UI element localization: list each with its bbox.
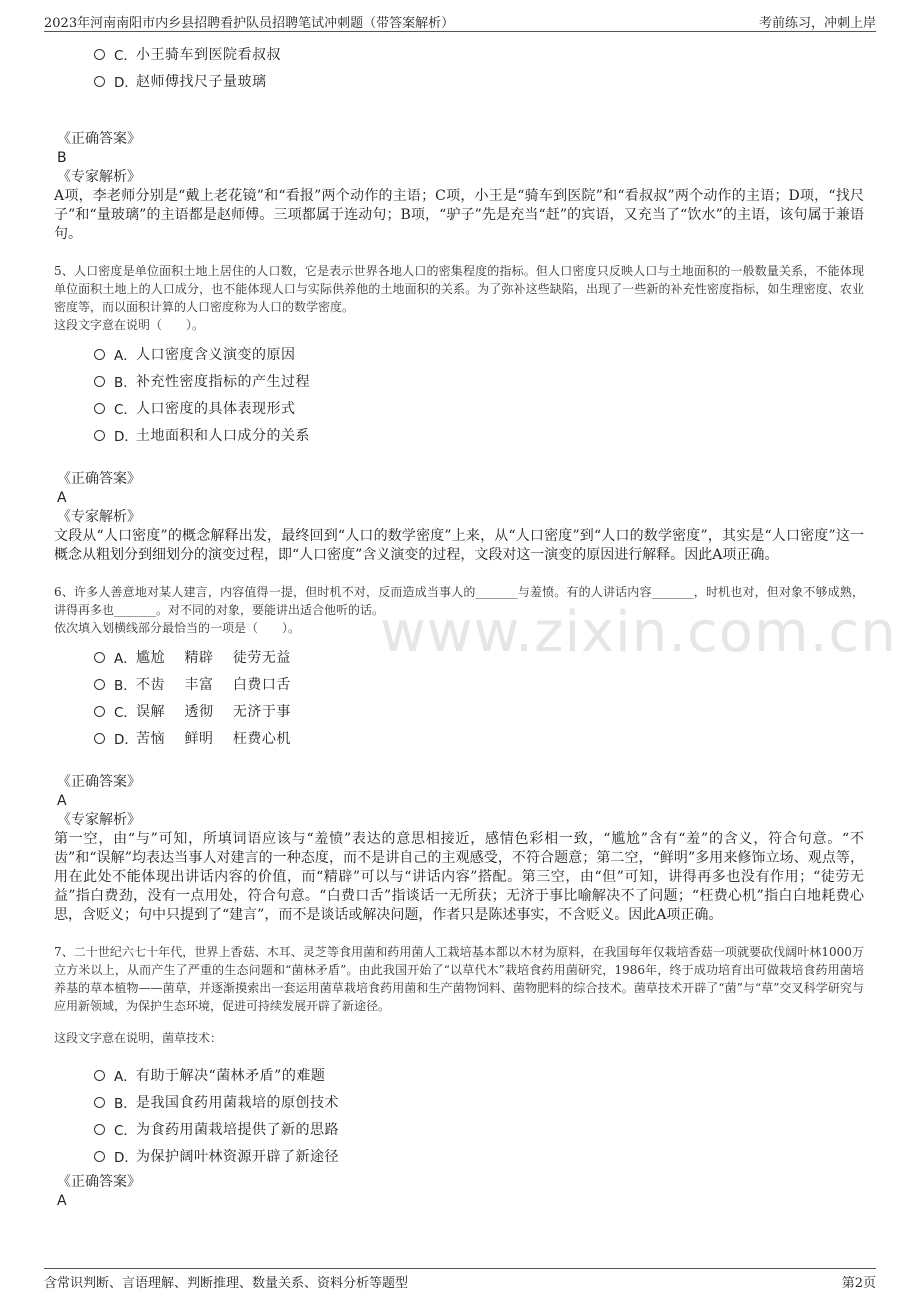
q6-prompt: 依次填入划横线部分最恰当的一项是（ ）。 xyxy=(54,621,301,635)
option-text: 苦恼 鲜明 枉费心机 xyxy=(136,730,291,747)
option-letter: C． xyxy=(114,704,137,721)
radio-icon[interactable] xyxy=(94,376,105,387)
q6-analysis-label: 《专家解析》 xyxy=(57,812,141,828)
radio-icon[interactable] xyxy=(94,706,105,717)
q6-analysis: 第一空，由“与”可知，所填词语应该与“羞愤”表达的意思相接近，感情色彩相一致，“尴尬”含有“羞”的含义，符合句意。“不齿”和“误解”均表达当事人对建言的一种态度，而不是讲自己的主观感受，不符合题意；第二空，“鲜明”多用来修饰立场、观点等，用在此处不能体现出讲话内容的价值，而“精辟”可以与“讲话内容”搭配。第三空，由“但”可知，讲得再多也没有作用；“徒劳无益”指白费劲，没有一点用处，符合句意。“白费口舌”指谈话一无所获；无济于事比喻解决不了问题；“枉费心机”指白白地耗费心思，含贬义；句中只提到了“建言”，而不是谈话或解决问题，作者只是陈述事实，不含贬义。因此A项正确。 xyxy=(54,831,864,923)
q5-option-a[interactable] xyxy=(94,340,864,367)
radio-icon[interactable] xyxy=(94,1097,105,1108)
option-text: 为保护阔叶林资源开辟了新途径 xyxy=(136,1148,339,1165)
q6-option-b[interactable] xyxy=(94,670,864,697)
q5-analysis: 文段从“人口密度”的概念解释出发，最终回到“人口的数学密度”上来，从“人口密度”到“人口的数学密度”，其实是“人口密度”这一概念从粗划分到细划分的演变过程，即“人口密度”含义演变的过程，文段对这一演变的原因进行解释。因此A项正确。 xyxy=(54,528,864,563)
q7-answer: A xyxy=(57,1193,67,1209)
option-letter: A． xyxy=(114,1068,137,1085)
page-header xyxy=(44,12,876,32)
option-letter: D． xyxy=(114,731,138,748)
footer-note: 含常识判断、言语理解、判断推理、数量关系、资料分析等题型 xyxy=(44,1276,409,1291)
radio-icon[interactable] xyxy=(94,1151,105,1162)
option-letter: D． xyxy=(114,74,138,91)
option-letter: A． xyxy=(114,347,137,364)
radio-icon[interactable] xyxy=(94,430,105,441)
option-letter: A． xyxy=(114,650,137,667)
option-text: 补充性密度指标的产生过程 xyxy=(136,373,310,390)
q6-stem: 6、许多人善意地对某人建言，内容值得一提，但时机不对，反而造成当事人的_______与羞愤。有的人讲话内容_______，时机也对，但对象不够成熟，讲得再多也_______。对不同的对象，要能讲出适合他听的话。 xyxy=(54,585,864,617)
option-letter: C． xyxy=(114,401,137,418)
q5-answer: A xyxy=(57,490,67,506)
q7-option-b[interactable] xyxy=(94,1088,864,1115)
q4-option-c[interactable] xyxy=(94,40,864,67)
option-text: 人口密度的具体表现形式 xyxy=(136,400,296,417)
option-text: 是我国食药用菌栽培的原创技术 xyxy=(136,1094,339,1111)
q4-analysis-label: 《专家解析》 xyxy=(57,169,141,185)
option-letter: B． xyxy=(114,374,137,391)
option-text: 为食药用菌栽培提供了新的思路 xyxy=(136,1121,339,1138)
radio-icon[interactable] xyxy=(94,652,105,663)
watermark: www.zixin.com.cn xyxy=(380,600,897,665)
q7-option-c[interactable] xyxy=(94,1115,864,1142)
header-slogan: 考前练习，冲刺上岸 xyxy=(758,16,876,31)
q7-prompt: 这段文字意在说明，菌草技术： xyxy=(54,1031,223,1045)
q5-option-c[interactable] xyxy=(94,394,864,421)
q4-answer-label: 《正确答案》 xyxy=(57,131,141,147)
q4-answer: B xyxy=(57,150,67,166)
q5-analysis-label: 《专家解析》 xyxy=(57,509,141,525)
page-number: 第2页 xyxy=(841,1276,876,1291)
radio-icon[interactable] xyxy=(94,403,105,414)
radio-icon[interactable] xyxy=(94,733,105,744)
q4-options xyxy=(54,40,864,94)
option-text: 误解 透彻 无济于事 xyxy=(136,703,291,720)
option-letter: D． xyxy=(114,428,138,445)
q6-answer-label: 《正确答案》 xyxy=(57,774,141,790)
option-text: 不齿 丰富 白费口舌 xyxy=(136,676,291,693)
radio-icon[interactable] xyxy=(94,1070,105,1081)
q7-option-a[interactable] xyxy=(94,1061,864,1088)
option-text: 人口密度含义演变的原因 xyxy=(136,346,296,363)
q5-options xyxy=(54,340,864,448)
page-footer xyxy=(44,1268,876,1290)
q6-option-c[interactable] xyxy=(94,697,864,724)
q7-stem: 7、二十世纪六七十年代，世界上香菇、木耳、灵芝等食用菌和药用菌人工栽培基本都以木材为原料，在我国每年仅栽培香菇一项就要砍伐阔叶林1000万立方米以上，从而产生了严重的生态问题和“菌林矛盾”。由此我国开始了“以草代木”栽培食药用菌研究，1986年，终于成功培育出可做栽培食药用菌培养基的草本植物——菌草，并逐渐摸索出一套运用菌草栽培食药用菌和生产菌物饲料、菌物肥料的综合技术。菌草技术开辟了“菌”与“草”交叉科学研究与应用新领域，为保护生态环境，促进可持续发展开辟了新途径。 xyxy=(54,945,864,1013)
q4-analysis: A项，李老师分别是“戴上老花镜”和“看报”两个动作的主语；C项，小王是“骑车到医院”和“看叔叔”两个动作的主语；D项，“找尺子”和“量玻璃”的主语都是赵师傅。三项都属于连动句；B项，“驴子”先是充当“赶”的宾语，又充当了“饮水”的主语，该句属于兼语句。 xyxy=(54,188,864,242)
q7-option-d[interactable] xyxy=(94,1142,864,1169)
option-letter: B． xyxy=(114,1095,137,1112)
option-letter: C． xyxy=(114,1122,137,1139)
option-text: 小王骑车到医院看叔叔 xyxy=(136,46,281,63)
radio-icon[interactable] xyxy=(94,49,105,60)
option-text: 尴尬 精辟 徒劳无益 xyxy=(136,649,291,666)
document-body xyxy=(54,40,864,1211)
q5-answer-label: 《正确答案》 xyxy=(57,471,141,487)
q5-option-b[interactable] xyxy=(94,367,864,394)
radio-icon[interactable] xyxy=(94,349,105,360)
q6-options xyxy=(54,643,864,751)
option-letter: D． xyxy=(114,1149,138,1166)
q5-stem: 5、人口密度是单位面积土地上居住的人口数，它是表示世界各地人口的密集程度的指标。但人口密度只反映人口与土地面积的一般数量关系，不能体现单位面积土地上的人口成分，也不能体现人口与实际供养他的土地面积的关系。为了弥补这些缺陷，出现了一些新的补充性密度指标，如生理密度、农业密度等，而以面积计算的人口密度称为人口的数学密度。 xyxy=(54,264,864,314)
radio-icon[interactable] xyxy=(94,679,105,690)
q7-options xyxy=(54,1061,864,1169)
q5-prompt: 这段文字意在说明（ ）。 xyxy=(54,318,205,332)
option-text: 赵师傅找尺子量玻璃 xyxy=(136,73,267,90)
q4-option-d[interactable] xyxy=(94,67,864,94)
option-text: 有助于解决“菌林矛盾”的难题 xyxy=(136,1067,326,1084)
radio-icon[interactable] xyxy=(94,76,105,87)
option-letter: B． xyxy=(114,677,137,694)
option-letter: C． xyxy=(114,47,137,64)
radio-icon[interactable] xyxy=(94,1124,105,1135)
option-text: 土地面积和人口成分的关系 xyxy=(136,427,310,444)
q6-answer: A xyxy=(57,793,67,809)
q6-option-d[interactable] xyxy=(94,724,864,751)
q5-option-d[interactable] xyxy=(94,421,864,448)
q7-answer-label: 《正确答案》 xyxy=(57,1174,141,1190)
document-title: 2023年河南南阳市内乡县招聘看护队员招聘笔试冲刺题（带答案解析） xyxy=(44,16,455,31)
q6-option-a[interactable] xyxy=(94,643,864,670)
